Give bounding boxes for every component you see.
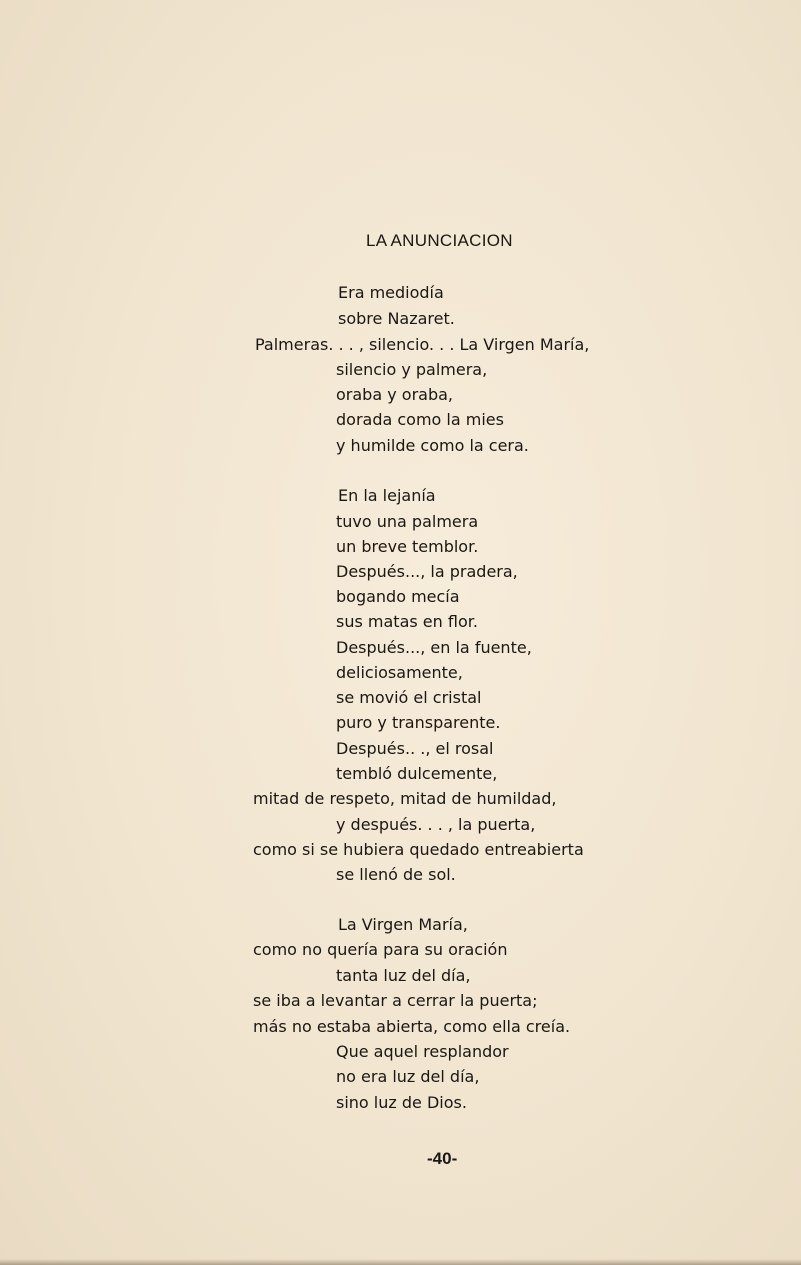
poem-line: Que aquel resplandor [336, 1042, 509, 1061]
poem-line: bogando mecía [336, 587, 460, 606]
poem-line: sus matas en flor. [336, 612, 478, 631]
poem-line: mitad de respeto, mitad de humildad, [253, 789, 557, 808]
poem-line: un breve temblor. [336, 537, 479, 556]
poem-line: tanta luz del día, [336, 966, 471, 985]
poem-line: Palmeras. . . , silencio. . . La Virgen María, [255, 335, 590, 354]
poem-line: dorada como la mies [336, 410, 504, 429]
poem-line: se movió el cristal [336, 688, 482, 707]
poem-line: sino luz de Dios. [336, 1093, 467, 1112]
poem-line: se llenó de sol. [336, 865, 456, 884]
poem-title: LA ANUNCIACION [366, 231, 513, 250]
poem-line: se iba a levantar a cerrar la puerta; [253, 991, 538, 1010]
poem-line: oraba y oraba, [336, 385, 453, 404]
poem-line: como no quería para su oración [253, 940, 508, 959]
poem-line: y después. . . , la puerta, [336, 815, 536, 834]
poem-line: En la lejanía [338, 486, 436, 505]
poem-line: La Virgen María, [338, 915, 468, 934]
poem-line: más no estaba abierta, como ella creía. [253, 1017, 571, 1036]
page-edge-shadow [0, 1259, 801, 1265]
poem-line: tembló dulcemente, [336, 764, 498, 783]
poem-line: como si se hubiera quedado entreabierta [253, 840, 584, 859]
poem-line: y humilde como la cera. [336, 436, 529, 455]
poem-line: deliciosamente, [336, 663, 463, 682]
poem-line: Después..., en la fuente, [336, 638, 532, 657]
poem-line: silencio y palmera, [336, 360, 488, 379]
poem-line: no era luz del día, [336, 1067, 480, 1086]
poem-line: sobre Nazaret. [338, 309, 455, 328]
poem-line: puro y transparente. [336, 713, 501, 732]
poem-line: tuvo una palmera [336, 512, 479, 531]
poem-line: Después.. ., el rosal [336, 739, 494, 758]
poem-line: Después..., la pradera, [336, 562, 518, 581]
poem-line: Era mediodía [338, 283, 444, 302]
page-number: -40- [427, 1149, 458, 1168]
